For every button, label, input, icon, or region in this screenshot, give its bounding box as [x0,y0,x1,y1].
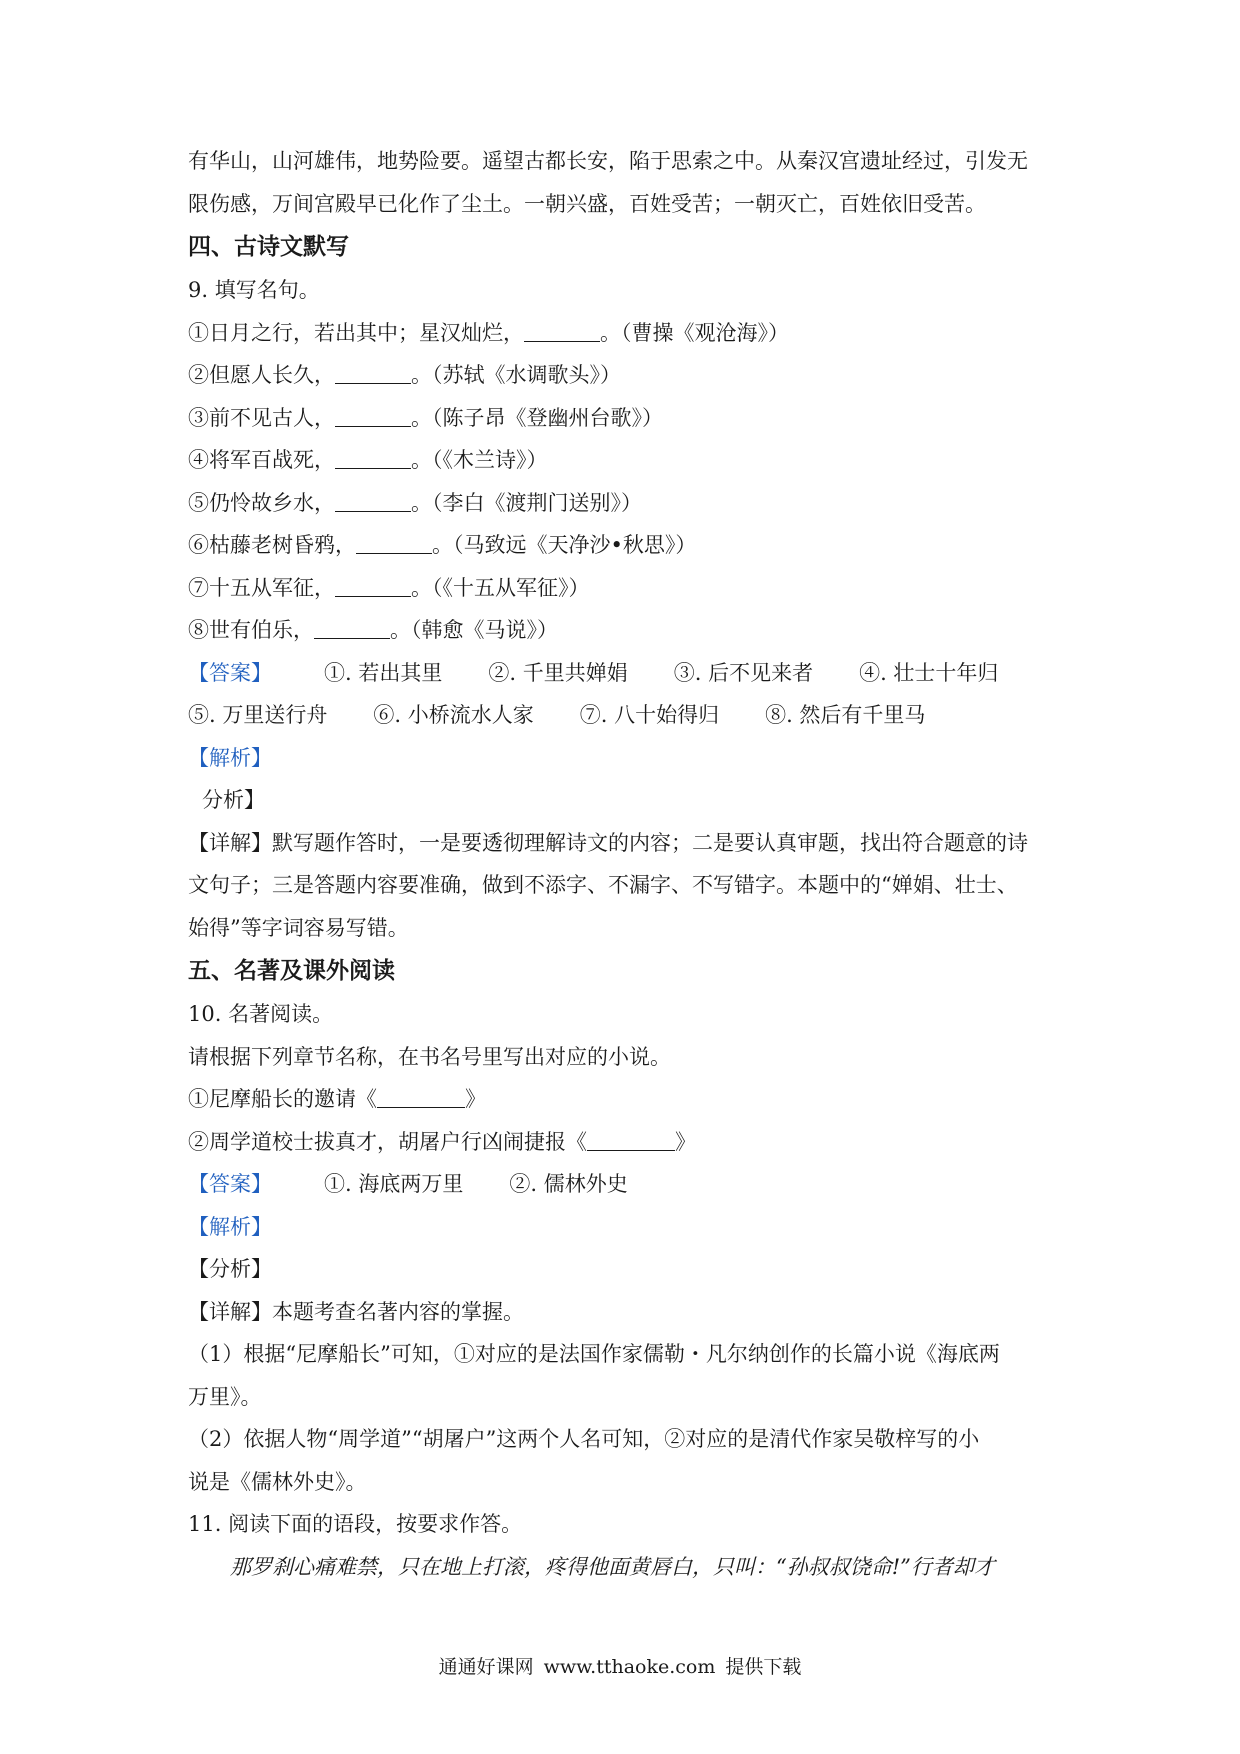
answer-item: ⑤. 万里送行舟 [188,703,328,727]
q11-title: 11. 阅读下面的语段，按要求作答。 [188,1512,523,1536]
q9-answer-row-1 [188,652,1058,695]
answer-tag: 【答案】 [188,660,272,685]
q10-point-2-line-2: 说是《儒林外史》。 [188,1469,367,1494]
document-page [188,140,1058,1588]
q9-detail-line-2: 文句子；三是答题内容要准确，做到不添字、不漏字、不写错字。本题中的“婵娟、壮士、 [188,873,1018,897]
blank-line [335,576,411,597]
q10-analysis-tag: 【解析】 [188,1214,272,1239]
section-5-heading: 五、名著及课外阅读 [188,958,395,984]
q10-answer-row [188,1163,1058,1206]
answer-item: ①. 海底两万里 [324,1172,464,1196]
blank-line [587,1130,675,1151]
answer-item: ①. 若出其里 [324,660,443,685]
q10-analysis: 【分析】 [188,1257,272,1281]
q9-item-4: ④将军百战死， 。（《木兰诗》） [188,448,548,472]
q9-detail-line-3: 始得”等字词容易写错。 [188,915,409,940]
footer-suffix: 提供下载 [725,1656,802,1678]
q9-analysis-tag: 【解析】 [188,745,272,770]
q9-item-8: ⑧世有伯乐， 。（韩愈《马说》） [188,618,558,642]
blank-line [335,448,411,469]
blank-line [524,321,600,342]
footer-site-name: 通通好课网 [438,1656,534,1678]
answer-item: ⑧. 然后有千里马 [765,703,926,727]
intro-line-1: 有华山，山河雄伟，地势险要。遥望古都长安，陷于思索之中。从秦汉宫遗址经过，引发无 [188,149,1028,173]
section-4-heading: 四、古诗文默写 [188,234,349,260]
q9-item-7: ⑦十五从军征， 。（《十五从军征》） [188,575,590,600]
q9-analysis: 分析】 [202,788,265,812]
intro-line-2: 限伤感，万间宫殿早已化作了尘土。一朝兴盛，百姓受苦；一朝灭亡，百姓依旧受苦。 [188,191,986,216]
blank-line [377,1087,465,1108]
q10-point-1-line-2: 万里》。 [188,1384,262,1409]
q10-detail: 【详解】本题考查名著内容的掌握。 [188,1299,524,1324]
footer-url[interactable]: www.tthaoke.com [543,1656,716,1678]
answer-item: ⑥. 小桥流水人家 [373,703,534,727]
answer-item: ③. 后不见来者 [673,660,814,685]
q9-title: 9. 填写名句。 [188,278,320,302]
answer-item: ④. 壮士十年归 [859,660,999,685]
page-footer [0,1652,1240,1679]
answer-item: ②. 儒林外史 [509,1172,628,1196]
q10-title: 10. 名著阅读。 [188,1002,334,1026]
blank-line [335,491,411,512]
q9-item-3: ③前不见古人， 。（陈子昂《登幽州台歌》） [188,405,663,430]
answer-item: ⑦. 八十始得归 [579,703,720,727]
q11-reading-line-1: 那罗刹心痛难禁，只在地上打滚，疼得他面黄唇白，只叫：“孙叔叔饶命!”行者却才 [230,1554,995,1579]
blank-line [314,618,390,639]
q9-detail-line-1: 【详解】默写题作答时，一是要透彻理解诗文的内容；二是要认真审题，找出符合题意的诗 [188,830,1028,855]
q9-answer-row-2 [188,694,1058,737]
q9-item-2: ②但愿人长久， 。（苏轼《水调歌头》） [188,363,621,387]
q9-item-6: ⑥枯藤老树昏鸦， 。（马致远《天净沙•秋思》） [188,533,697,557]
blank-line [356,533,432,554]
answer-item: ②. 千里共婵娟 [488,660,628,685]
blank-line [335,406,411,427]
q9-item-5: ⑤仍怜故乡水， 。（李白《渡荆门送别》） [188,490,642,515]
q10-item-1: ①尼摩船长的邀请《 》 [188,1087,486,1111]
q10-instruction: 请根据下列章节名称，在书名号里写出对应的小说。 [188,1044,671,1069]
q10-point-1-line-1: （1）根据“尼摩船长”可知，①对应的是法国作家儒勒・凡尔纳创作的长篇小说《海底两 [188,1342,1000,1366]
q9-item-1: ①日月之行，若出其中；星汉灿烂， 。（曹操《观沧海》） [188,320,789,345]
blank-line [335,363,411,384]
answer-tag: 【答案】 [188,1172,272,1196]
q10-point-2-line-1: （2）依据人物“周学道”“胡屠户”这两个人名可知，②对应的是清代作家吴敬梓写的小 [188,1427,980,1451]
q10-item-2: ②周学道校士拔真才，胡屠户行凶闹捷报《 》 [188,1129,696,1154]
